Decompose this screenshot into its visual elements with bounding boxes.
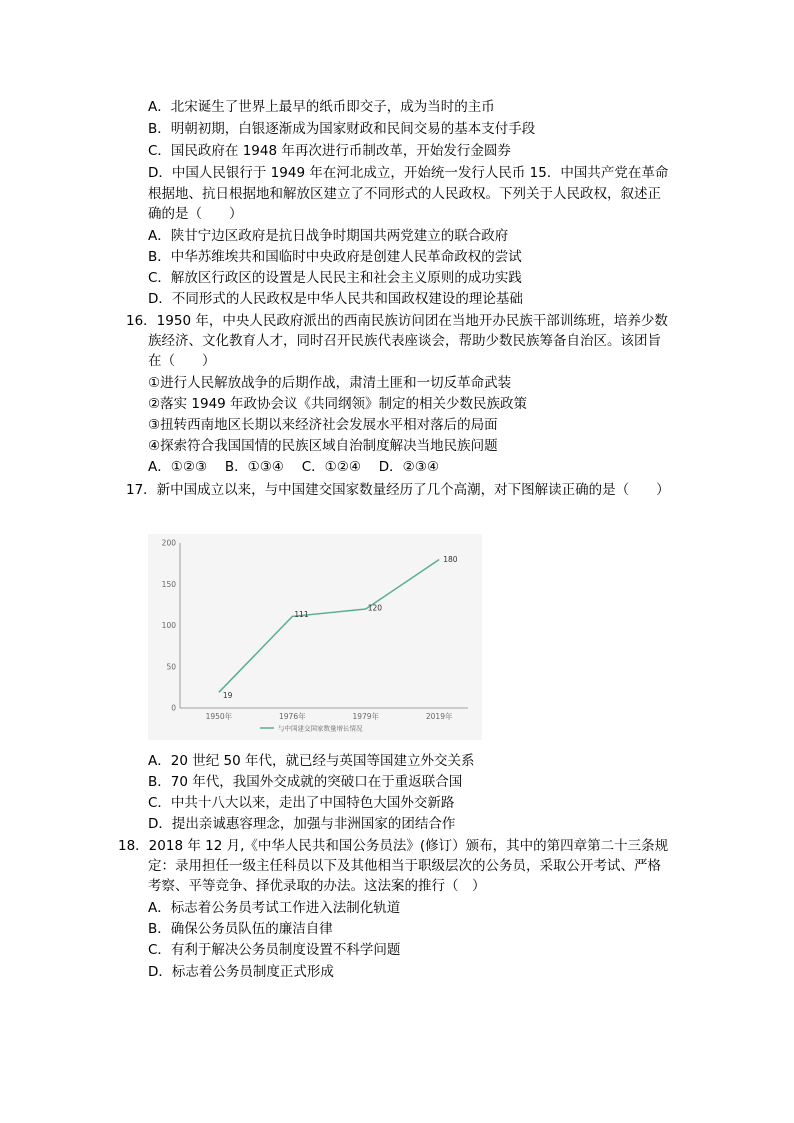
q16-item-2: ②落实 1949 年政协会议《共同纲领》制定的相关少数民族政策 [148, 396, 528, 412]
q17-option-c: C．中共十八大以来，走出了中国特色大国外交新路 [148, 795, 455, 811]
chart-data-label: 120 [367, 603, 383, 613]
chart-y-tick-label: 200 [161, 538, 176, 548]
chart-data-label: 19 [222, 690, 233, 700]
q15-stem-line2: 根据地、抗日根据地和解放区建立了不同形式的人民政权。下列关于人民政权，叙述正 [148, 186, 661, 202]
q15-option-a: A．陕甘宁边区政府是抗日战争时期国共两党建立的联合政府 [148, 228, 509, 244]
q16-stem-line1: 16．1950 年，中央人民政府派出的西南民族访问团在当地开办民族干部训练班，培养少数 [126, 313, 668, 329]
q17-option-d: D．提出亲诚惠容理念，加强与非洲国家的团结合作 [148, 816, 456, 832]
chart-series-line [219, 560, 439, 693]
q18-option-d: D．标志着公务员制度正式形成 [148, 964, 334, 980]
q16-choices: A．①②③ B．①③④ C．①②④ D．②③④ [148, 459, 439, 475]
q18-option-c: C．有利于解决公务员制度设置不科学问题 [148, 942, 401, 958]
chart-data-label: 111 [294, 609, 309, 619]
q18-option-a: A．标志着公务员考试工作进入法制化轨道 [148, 900, 401, 916]
q16-item-4: ④探索符合我国国情的民族区域自治制度解决当地民族问题 [148, 438, 498, 454]
chart-legend-label: 与中国建交国家数量增长情况 [278, 724, 363, 733]
chart-x-tick-label: 1979年 [352, 712, 380, 721]
q15-stem-start: 15．中国共产党在革命 [525, 165, 669, 181]
chart-y-tick-label: 0 [171, 703, 176, 713]
q17-stem: 17．新中国成立以来，与中国建交国家数量经历了几个高潮，对下图解读正确的是（ ） [126, 482, 670, 498]
q18-stem-line3: 考察、平等竞争、择优录取的办法。这法案的推行（ ） [148, 878, 486, 894]
q18-option-b: B．确保公务员队伍的廉洁自律 [148, 921, 333, 937]
chart-svg [148, 534, 482, 740]
chart-y-tick-label: 150 [161, 579, 176, 589]
q15-option-d: D．不同形式的人民政权是中华人民共和国政权建设的理论基础 [148, 291, 523, 307]
q16-item-1: ①进行人民解放战争的后期作战，肃清土匪和一切反革命武装 [148, 375, 512, 391]
q14-option-c: C．国民政府在 1948 年再次进行币制改革，开始发行金圆券 [148, 143, 511, 159]
q14-q15-line [148, 163, 668, 183]
q15-stem-line3: 确的是（ ） [148, 206, 243, 222]
q14-option-b: B．明朝初期，白银逐渐成为国家财政和民间交易的基本支付手段 [148, 121, 536, 137]
q18-stem-line1: 18．2018 年 12 月,《中华人民共和国公务员法》(修订）颁布，其中的第四章第二十三条规 [118, 838, 669, 854]
chart-data-label: 180 [443, 555, 458, 564]
q15-option-c: C．解放区行政区的设置是人民民主和社会主义原则的成功实践 [148, 270, 522, 286]
q18-stem-line2: 定：录用担任一级主任科员以下及其他相当于职级层次的公务员，采取公开考试、严格 [148, 858, 661, 874]
q16-stem-line3: 在（ ） [148, 353, 216, 369]
q14-option-d: D．中国人民银行于 1949 年在河北成立，开始统一发行人民币 [148, 165, 526, 181]
chart-y-tick-label: 50 [166, 662, 176, 672]
diplomatic-relations-chart [148, 534, 482, 740]
chart-x-tick-label: 2019年 [425, 712, 453, 721]
q17-option-b: B．70 年代，我国外交成就的突破口在于重返联合国 [148, 774, 463, 790]
q14-option-a: A．北宋诞生了世界上最早的纸币即交子，成为当时的主币 [148, 99, 495, 115]
q15-option-b: B．中华苏维埃共和国临时中央政府是创建人民革命政权的尝试 [148, 249, 522, 265]
q16-stem-line2: 族经济、文化教育人才，同时召开民族代表座谈会，帮助少数民族筹备自治区。该团旨 [148, 333, 661, 349]
q16-item-3: ③扭转西南地区长期以来经济社会发展水平相对落后的局面 [148, 417, 498, 433]
chart-x-tick-label: 1976年 [279, 712, 306, 721]
chart-y-tick-label: 100 [161, 621, 176, 630]
q17-option-a: A．20 世纪 50 年代，就已经与英国等国建立外交关系 [148, 753, 475, 769]
chart-x-tick-label: 1950年 [205, 712, 233, 721]
